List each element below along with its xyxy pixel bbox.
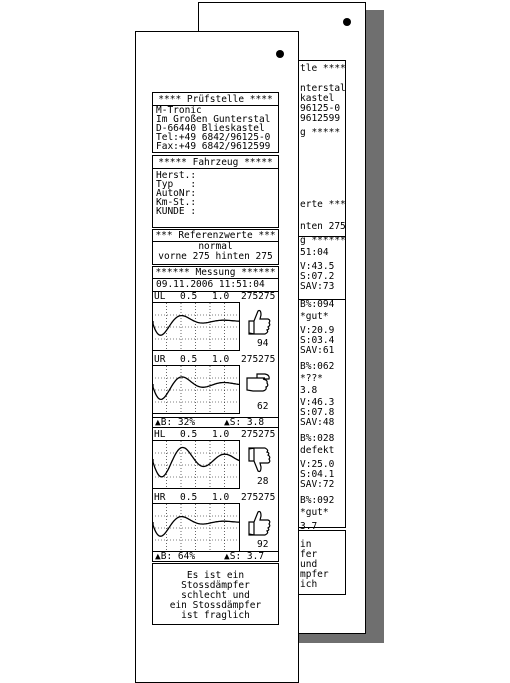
back-fragment-text: 9612599: [300, 113, 341, 124]
conclusion-line: schlecht und: [181, 590, 250, 601]
back-fragment-text: B%:094: [300, 299, 335, 310]
back-fragment-text: *??*: [300, 373, 323, 384]
back-fragment-text: B%:092: [300, 495, 335, 506]
divider: [153, 168, 278, 169]
back-frame: [296, 530, 346, 595]
back-fragment-text: g *****: [300, 127, 341, 138]
tick-label: 1.0: [212, 354, 230, 365]
reference-header: *** Referenzwerte ***: [155, 230, 276, 241]
vehicle-field: Herst.:: [156, 170, 197, 181]
vehicle-header: ***** Fahrzeug *****: [158, 157, 273, 168]
thumbs-down-icon: [249, 448, 270, 472]
axle-diff: ▲B: 64%: [155, 551, 196, 562]
back-fragment-text: in: [300, 539, 312, 550]
punch-hole: [343, 18, 351, 26]
back-fragment-text: g ******: [300, 235, 346, 246]
vehicle-field: Km-St.:: [156, 197, 197, 208]
back-fragment-text: SAV:72: [300, 479, 335, 490]
thumbs-up-icon: [249, 311, 270, 335]
tick-label: 0.5: [180, 492, 198, 503]
damping-curve: [153, 377, 239, 400]
reference-value: 275275: [241, 354, 276, 365]
vehicle-box: [152, 155, 279, 228]
back-fragment-text: nterstal: [300, 83, 346, 94]
back-fragment-text: 96125-0: [300, 103, 341, 114]
reference-value: 275275: [241, 291, 276, 302]
conclusion-line: ist fraglich: [181, 610, 250, 621]
axle-s: ▲S: 3.8: [224, 417, 265, 428]
back-fragment-text: 3.7: [300, 521, 318, 532]
wheel-position-label: HR: [154, 492, 166, 503]
wheel-graph-hr: [152, 492, 279, 552]
back-fragment-text: V:43.5: [300, 261, 335, 272]
back-fragment-text: SAV:48: [300, 417, 335, 428]
back-fragment-text: defekt: [300, 445, 335, 456]
station-line: Im Großen Gunterstal: [156, 114, 271, 125]
back-fragment-text: B%:062: [300, 361, 335, 372]
axle-summary-row: [152, 417, 279, 428]
wheel-position-label: UR: [154, 354, 166, 365]
wheel-score: 94: [257, 338, 269, 349]
back-fragment-text: SAV:61: [300, 345, 335, 356]
station-box: [152, 92, 279, 153]
vehicle-field: AutoNr:: [156, 188, 197, 199]
vehicle-field: KUNDE :: [156, 206, 197, 217]
reference-mode: normal: [198, 241, 233, 252]
back-frame: [296, 236, 346, 528]
axle-diff: ▲B: 32%: [155, 417, 196, 428]
station-line: D-66440 Blieskastel: [156, 123, 265, 134]
damping-curve: [153, 517, 239, 537]
plot-frame: [153, 504, 240, 552]
back-fragment-text: S:07.2: [300, 271, 335, 282]
tick-label: 1.0: [212, 429, 230, 440]
back-fragment-text: ich: [300, 579, 318, 590]
back-fragment-text: und: [300, 559, 318, 570]
tick-label: 1.0: [212, 492, 230, 503]
back-fragment-text: V:25.0: [300, 459, 335, 470]
conclusion-box: [152, 563, 279, 625]
tick-label: 1.0: [212, 291, 230, 302]
reference-value: 275275: [241, 492, 276, 503]
station-line: M-Tronic: [156, 105, 202, 116]
plot-frame: [153, 441, 240, 489]
tick-label: 0.5: [180, 291, 198, 302]
wheel-position-label: HL: [154, 429, 166, 440]
wheel-score: 62: [257, 401, 269, 412]
back-fragment-text: SAV:73: [300, 281, 335, 292]
tick-label: 0.5: [180, 354, 198, 365]
conclusion-line: Stossdämpfer: [181, 580, 250, 591]
conclusion-line: Es ist ein: [186, 570, 245, 581]
back-fragment-text: mpfer: [300, 569, 329, 580]
back-fragment-text: 51:04: [300, 247, 329, 258]
wheel-position-label: UL: [154, 291, 166, 302]
back-fragment-text: tle ****: [300, 63, 346, 74]
back-fragment-text: nten 275: [300, 221, 346, 232]
thumbs-up-icon: [249, 512, 270, 536]
back-fragment-text: *gut*: [300, 507, 329, 518]
reference-box: [152, 229, 279, 265]
vehicle-field: Typ :: [156, 179, 197, 190]
tick-label: 0.5: [180, 429, 198, 440]
back-fragment-text: *gut*: [300, 311, 329, 322]
back-fragment-text: 3.8: [300, 385, 318, 396]
back-fragment-text: fer: [300, 549, 318, 560]
back-fragment-text: V:20.9: [300, 325, 335, 336]
back-fragment-text: B%:028: [300, 433, 335, 444]
reference-values: vorne 275 hinten 275: [158, 251, 273, 262]
back-fragment-text: S:04.1: [300, 469, 335, 480]
measurement-header: ****** Messung ******: [155, 267, 276, 278]
station-header: **** Prüfstelle ****: [158, 94, 273, 105]
wheel-graph-ur: [152, 354, 279, 414]
wheel-graph-ul: [152, 291, 279, 351]
axle-summary-row: [152, 551, 279, 562]
station-line: Fax:+49 6842/9612599: [156, 141, 271, 152]
reference-value: 275275: [241, 429, 276, 440]
back-fragment-text: erte ***: [300, 199, 346, 210]
axle-s: ▲S: 3.7: [224, 551, 265, 562]
damping-curve: [153, 448, 239, 477]
back-fragment-text: V:46.3: [300, 397, 335, 408]
conclusion-line: ein Stossdämpfer: [169, 600, 262, 611]
damping-curve: [153, 316, 239, 336]
back-fragment-text: S:03.4: [300, 335, 335, 346]
plot-frame: [153, 303, 240, 351]
thumbs-sideways-icon: [247, 374, 269, 391]
punch-hole: [276, 50, 284, 58]
back-fragment-text: S:07.8: [300, 407, 335, 418]
measurement-datetime: 09.11.2006 11:51:04: [156, 279, 265, 290]
wheel-score: 28: [257, 476, 269, 487]
station-line: Tel:+49 6842/96125-0: [156, 132, 271, 143]
wheel-score: 92: [257, 539, 269, 550]
wheel-graph-hl: [152, 429, 279, 489]
plot-frame: [153, 366, 240, 414]
back-fragment-text: kastel: [300, 93, 335, 104]
